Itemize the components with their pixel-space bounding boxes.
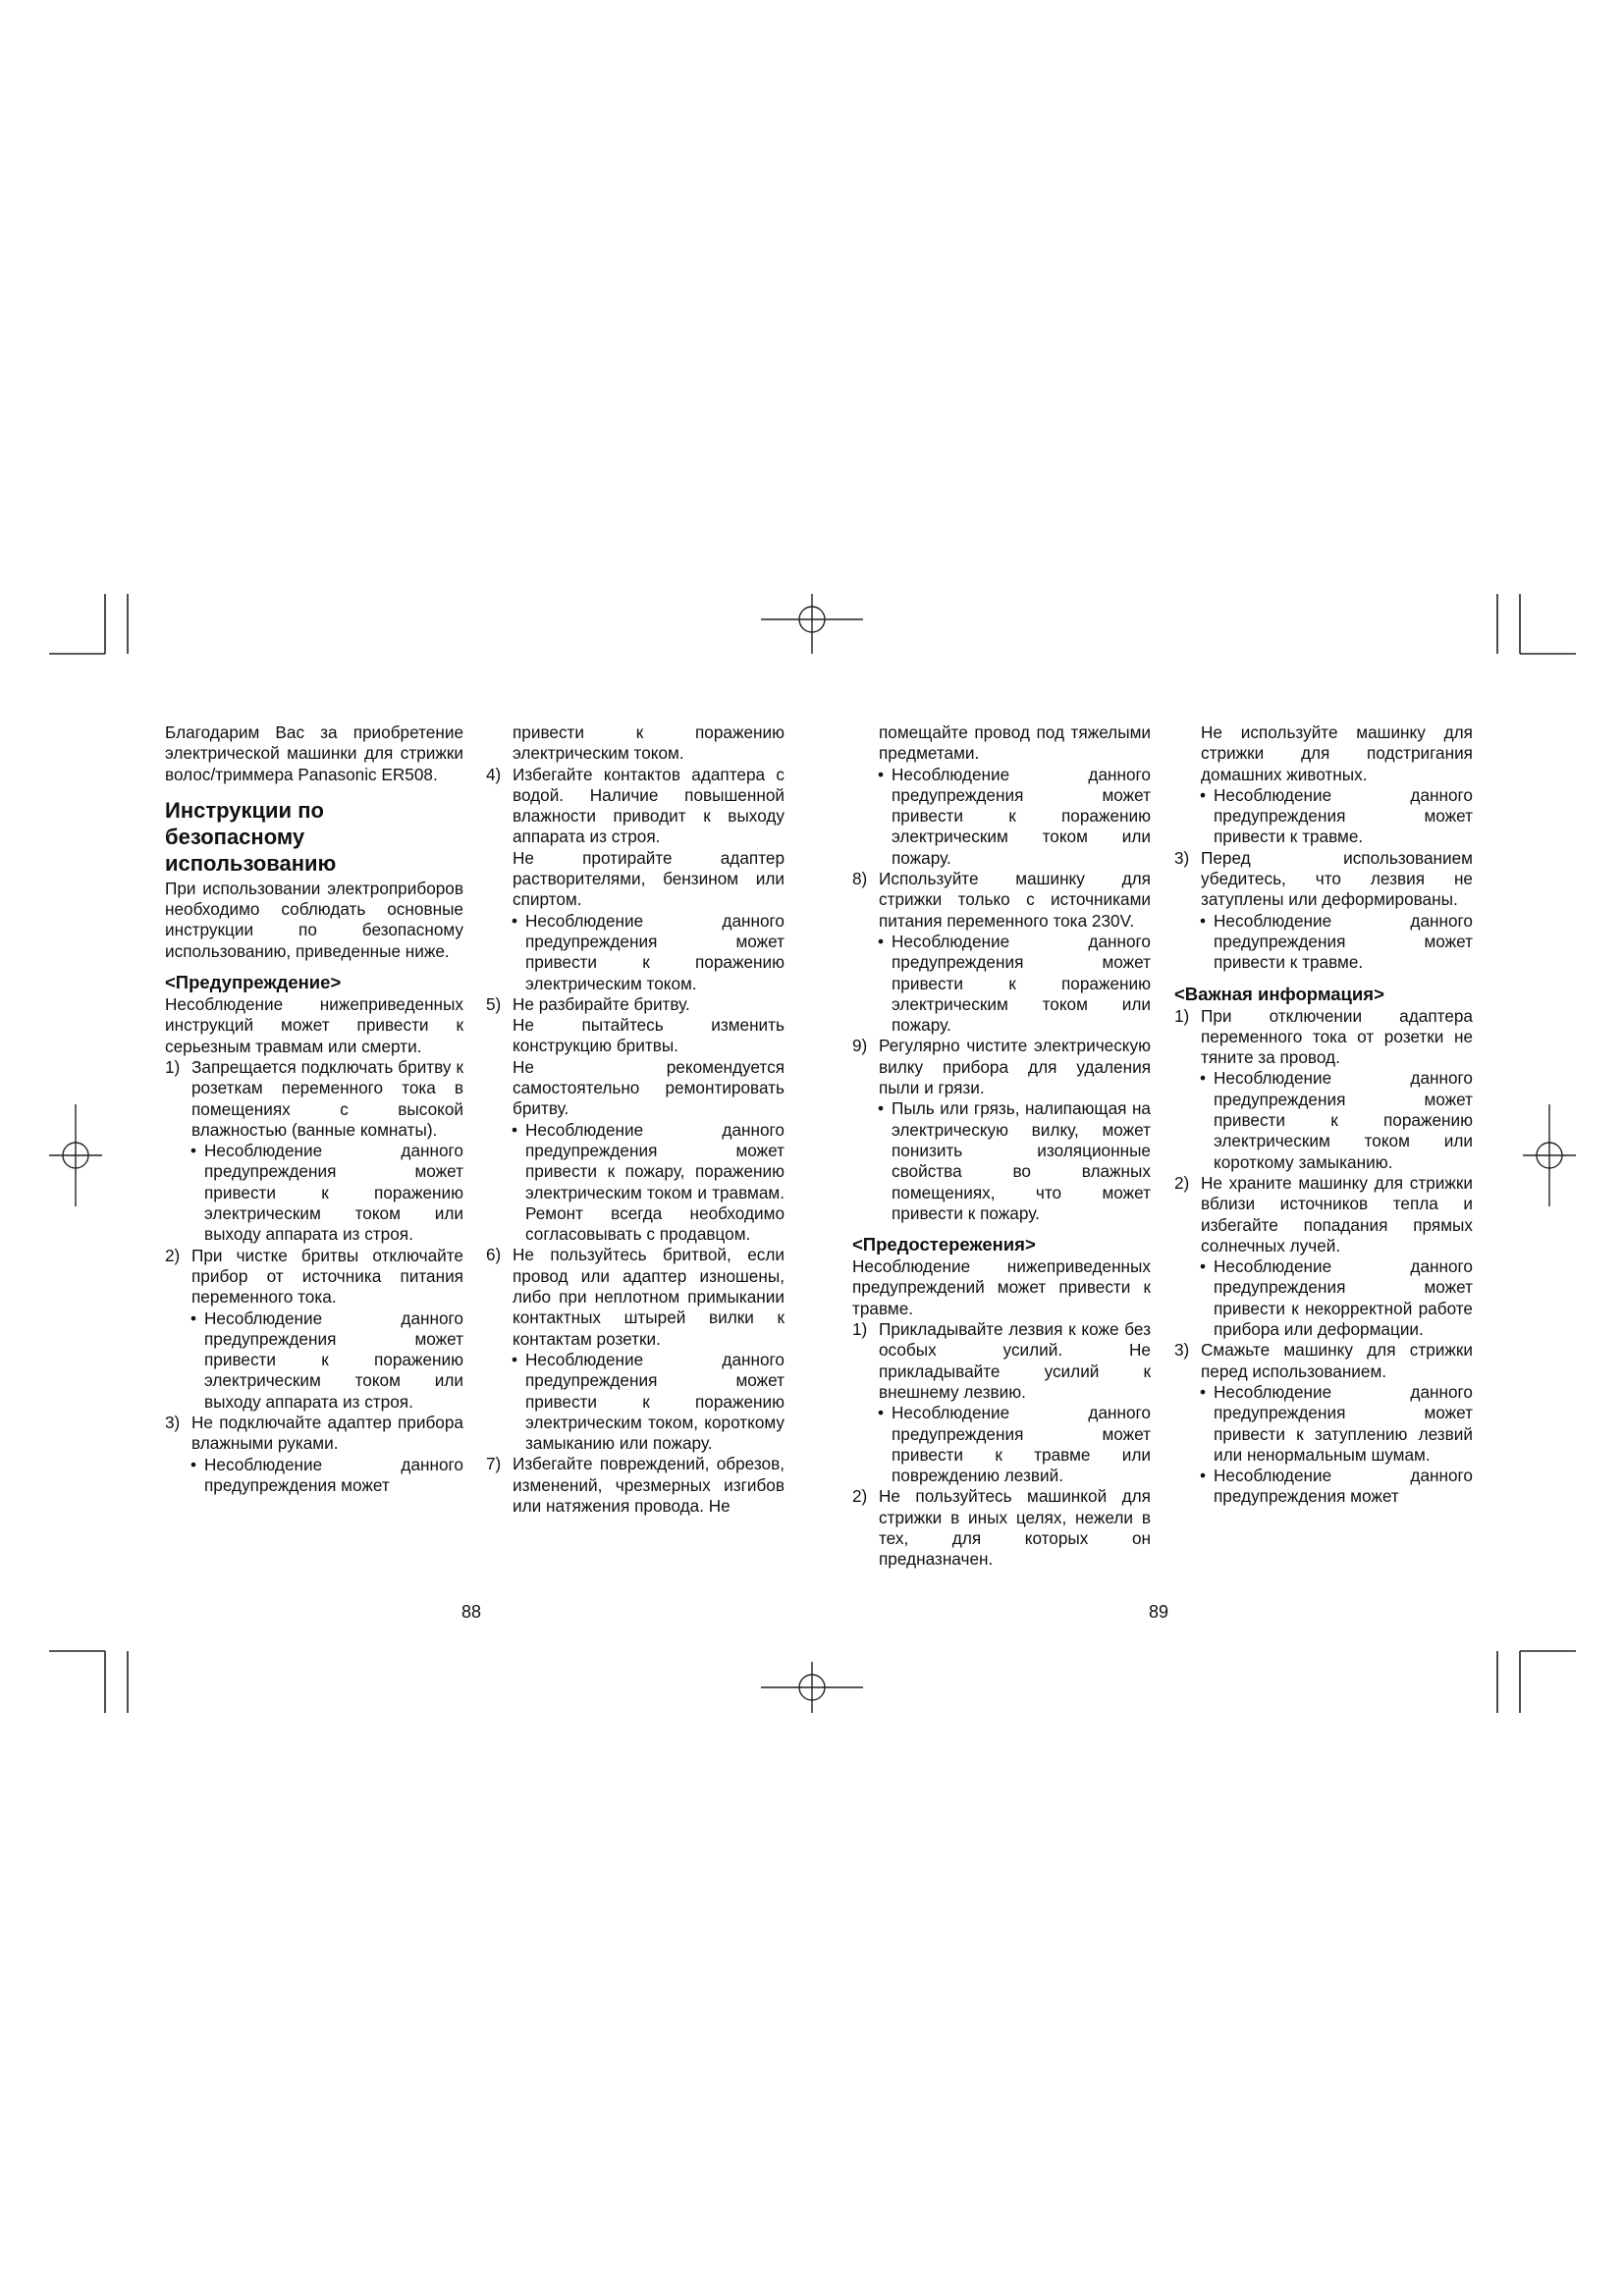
- list-item-text: Не пытайтесь изменить конструкцию бритвы.: [513, 1015, 785, 1056]
- bullet-item: • Несоблюдение данного предупреждения может привести к некорректной работе прибора или деформации.: [1200, 1256, 1473, 1340]
- list-item: 1) Запрещается подключать бритву к розеткам переменного тока в помещениях с высокой влажностью (ванные комнаты).: [165, 1056, 463, 1140]
- list-item: 2) Не храните машинку для стрижки вблизи источников тепла и избегайте попадания прямых солнечных лучей.: [1174, 1172, 1473, 1255]
- list-item: 2) Не пользуйтесь машинкой для стрижки в иных целях, нежели в тех, для которых он предназначен.: [852, 1486, 1151, 1570]
- list-item: 3) Не подключайте адаптер прибора влажными руками.: [165, 1413, 463, 1454]
- bullet-item: • Несоблюдение данного предупреждения может привести к поражению электрическим током.: [512, 910, 785, 993]
- bullet-item: • Несоблюдение данного предупреждения может привести к травме или повреждению лезвий.: [878, 1403, 1151, 1486]
- column-2: [486, 722, 785, 1517]
- bullet-item: • Несоблюдение данного предупреждения может привести к пожару, поражению электрическим током и травмам. Ремонт всегда необходимо согласовывать с продавцом.: [512, 1119, 785, 1245]
- bullet-item: • Несоблюдение данного предупреждения может привести к травме.: [1200, 784, 1473, 847]
- bullet-item: • Несоблюдение данного предупреждения может привести к поражению электрическим током или пожару.: [878, 931, 1151, 1036]
- caution-title: <Предостережения>: [852, 1234, 1036, 1255]
- list-item: 3) Смажьте машинку для стрижки перед использованием.: [1174, 1340, 1473, 1381]
- list-item-text: Не рекомендуется самостоятельно ремонтировать бритву.: [513, 1056, 785, 1119]
- list-item: 2) При чистке бритвы отключайте прибор от источника питания переменного тока.: [165, 1245, 463, 1308]
- bullet-item: • Пыль или грязь, налипающая на электрическую вилку, может понизить изоляционные свойства во влажных помещениях, что может привести к пожару.: [878, 1098, 1151, 1223]
- page-number-left: 88: [461, 1602, 482, 1622]
- bullet-item: • Несоблюдение данного предупреждения может привести к травме.: [1200, 910, 1473, 973]
- list-item: 8) Используйте машинку для стрижки только с источниками питания переменного тока 230V.: [852, 869, 1151, 931]
- column-4: [1174, 722, 1473, 1508]
- bullet-item: • Несоблюдение данного предупреждения может: [190, 1454, 463, 1495]
- bullet-item: • Несоблюдение данного предупреждения может привести к поражению электрическим током или выходу аппарата из строя.: [190, 1141, 463, 1245]
- continued-text: помещайте провод под тяжелыми предметами.: [879, 722, 1151, 764]
- bullet-item: • Несоблюдение данного предупреждения может привести к затуплению лезвий или ненормальным шумам.: [1200, 1381, 1473, 1465]
- column-3: [852, 722, 1151, 1571]
- bullet-item: • Несоблюдение данного предупреждения может: [1200, 1466, 1473, 1507]
- intro-text: Благодарим Вас за приобретение электрической машинки для стрижки волос/триммера Panasonic ER508.: [165, 722, 463, 784]
- warning-text: Несоблюдение нижеприведенных инструкций может привести к серьезным травмам или смерти.: [165, 994, 463, 1056]
- list-item: 4) Избегайте контактов адаптера с водой. Наличие повышенной влажности приводит к выходу аппарата из строя.: [486, 764, 785, 847]
- bullet-item: • Несоблюдение данного предупреждения может привести к поражению электрическим током или пожару.: [878, 764, 1151, 868]
- section-heading: Инструкции по безопасному использованию: [165, 797, 337, 876]
- list-item: 3) Перед использованием убедитесь, что лезвия не затуплены или деформированы.: [1174, 847, 1473, 910]
- list-item: 6) Не пользуйтесь бритвой, если провод или адаптер изношены, либо при неплотном примыкании контактных штырей вилки к контактам розетки.: [486, 1245, 785, 1349]
- list-item: 7) Избегайте повреждений, обрезов, изменений, чрезмерных изгибов или натяжения провода. Не: [486, 1454, 785, 1516]
- page-number-right: 89: [1149, 1602, 1169, 1622]
- list-item: 5) Не разбирайте бритву.: [486, 993, 690, 1014]
- bullet-item: • Несоблюдение данного предупреждения может привести к поражению электрическим током или выходу аппарата из строя.: [190, 1308, 463, 1412]
- bullet-item: • Несоблюдение данного предупреждения может привести к поражению электрическим током или короткому замыканию.: [1200, 1068, 1473, 1172]
- info-title: <Важная информация>: [1174, 983, 1384, 1004]
- heading-text: При использовании электроприборов необходимо соблюдать основные инструкции по безопасному использованию, приведенные ниже.: [165, 878, 463, 961]
- bullet-item: • Несоблюдение данного предупреждения может привести к поражению электрическим током, короткому замыканию или пожару.: [512, 1349, 785, 1454]
- list-item: 1) Прикладывайте лезвия к коже без особых усилий. Не прикладывайте усилий к внешнему лезвию.: [852, 1319, 1151, 1402]
- list-item: 9) Регулярно чистите электрическую вилку прибора для удаления пыли и грязи.: [852, 1036, 1151, 1098]
- caution-text: Несоблюдение нижеприведенных предупреждений может привести к травме.: [852, 1256, 1151, 1318]
- continued-text: Не используйте машинку для стрижки для подстригания домашних животных.: [1201, 722, 1473, 784]
- list-item: 1) При отключении адаптера переменного тока от розетки не тяните за провод.: [1174, 1005, 1473, 1068]
- list-item-text: Не протирайте адаптер растворителями, бензином или спиртом.: [513, 847, 785, 910]
- warning-title: <Предупреждение>: [165, 972, 342, 993]
- continued-text: привести к поражению электрическим током.: [513, 722, 785, 764]
- column-1: [165, 722, 463, 1496]
